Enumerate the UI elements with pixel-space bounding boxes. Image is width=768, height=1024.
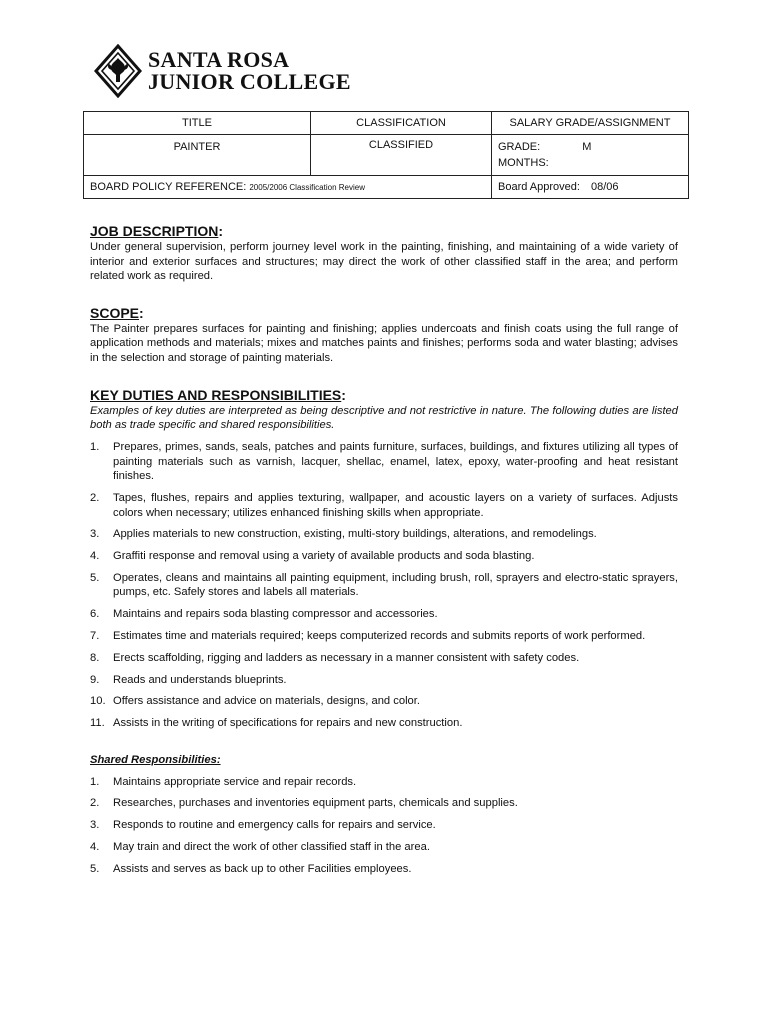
list-item-text: Maintains appropriate service and repair records. <box>113 775 357 788</box>
board-approved-value: 08/06 <box>591 181 619 193</box>
months-label: MONTHS: <box>498 157 549 169</box>
list-item-number: 3. <box>90 528 100 541</box>
list-item <box>90 694 678 709</box>
board-policy-label: BOARD POLICY REFERENCE: <box>90 181 247 193</box>
title-value: PAINTER <box>84 135 311 176</box>
list-item-number: 1. <box>90 440 100 453</box>
list-item-number: 2. <box>90 491 100 504</box>
shared-responsibilities-list <box>90 775 678 877</box>
list-item-number: 5. <box>90 862 100 875</box>
salary-header: SALARY GRADE/ASSIGNMENT <box>492 112 689 135</box>
college-seal-icon <box>94 44 142 98</box>
header-table <box>83 111 689 199</box>
grade-label: GRADE: <box>498 141 541 153</box>
list-item <box>90 491 678 520</box>
list-item-number: 2. <box>90 797 100 810</box>
job-description-section <box>90 222 678 284</box>
list-item-text: Offers assistance and advice on materials, designs, and color. <box>113 695 420 708</box>
scope-heading: SCOPE: <box>90 304 144 321</box>
list-item <box>90 527 678 542</box>
list-item <box>90 840 678 855</box>
classification-header: CLASSIFICATION <box>311 112 492 135</box>
list-item-number: 1. <box>90 775 100 788</box>
list-item <box>90 818 678 833</box>
list-item <box>90 651 678 666</box>
document-body <box>90 222 678 876</box>
logo-line-2: JUNIOR COLLEGE <box>148 69 351 94</box>
list-item-number: 4. <box>90 840 100 853</box>
list-item <box>90 629 678 644</box>
list-item-text: Applies materials to new construction, existing, multi-story buildings, alterations, and remodelings. <box>113 528 597 541</box>
list-item-number: 7. <box>90 630 100 642</box>
list-item <box>90 571 678 600</box>
board-policy-value: 2005/2006 Classification Review <box>249 183 365 192</box>
list-item <box>90 549 678 564</box>
list-item <box>90 716 678 731</box>
college-logo <box>94 44 351 98</box>
list-item-text: Graffiti response and removal using a variety of available products and soda blasting. <box>113 550 535 563</box>
list-item <box>90 607 678 622</box>
list-item <box>90 440 678 484</box>
list-item-text: Erects scaffolding, rigging and ladders as necessary in a manner consistent with safety codes. <box>113 651 580 664</box>
title-header: TITLE <box>84 112 311 135</box>
board-policy-cell <box>84 176 492 199</box>
logo-line-1: SANTA ROSA <box>148 47 290 72</box>
list-item-text: Researches, purchases and inventories equipment parts, chemicals and supplies. <box>113 797 518 810</box>
list-item-text: Tapes, flushes, repairs and applies texturing, wallpaper, and acoustic layers on a variety of surfaces. Adjusts colors when necessary; utilizes enhanced finishing skills when appropriate. <box>113 491 678 519</box>
list-item <box>90 862 678 877</box>
list-item-text: Estimates time and materials required; keeps computerized records and submits reports of work performed. <box>113 630 646 642</box>
board-approved-label: Board Approved: <box>498 181 580 193</box>
scope-text: The Painter prepares surfaces for painting and finishing; applies undercoats and finish coats using the full range of application methods and materials; mixes and matches paints and finishes; performs soda and water blasting; advises in the selection and storage of painting materials. <box>90 322 678 364</box>
key-duties-section <box>90 386 678 731</box>
job-description-text: Under general supervision, perform journey level work in the painting, finishing, and maintaining of a wide variety of interior and exterior surfaces and structures; may direct the work of other classified staff in the area; and perform related work as required. <box>90 241 678 283</box>
job-description-heading: JOB DESCRIPTION: <box>90 223 224 239</box>
board-approved-cell <box>492 176 689 199</box>
list-item-number: 9. <box>90 673 100 686</box>
list-item-text: May train and direct the work of other classified staff in the area. <box>113 840 430 853</box>
list-item <box>90 796 678 811</box>
list-item-number: 8. <box>90 651 100 664</box>
list-item-text: Assists in the writing of specifications for repairs and new construction. <box>113 717 463 730</box>
list-item-text: Maintains and repairs soda blasting compressor and accessories. <box>113 608 438 621</box>
list-item-text: Responds to routine and emergency calls for repairs and service. <box>113 819 436 832</box>
list-item <box>90 673 678 688</box>
list-item-number: 11. <box>90 717 105 730</box>
list-item-number: 6. <box>90 608 100 621</box>
list-item-number: 5. <box>90 571 100 584</box>
list-item <box>90 775 678 790</box>
shared-responsibilities-heading: Shared Responsibilities: <box>90 753 221 766</box>
key-duties-heading: KEY DUTIES AND RESPONSIBILITIES: <box>90 386 346 403</box>
classification-value: CLASSIFIED <box>311 135 492 176</box>
list-item-text: Reads and understands blueprints. <box>113 673 287 686</box>
grade-value: M <box>582 141 592 153</box>
list-item-number: 3. <box>90 819 100 832</box>
list-item-text: Operates, cleans and maintains all painting equipment, including brush, roll, sprayers and electro-static sprayers, pumps, etc. Safely stores and labels all materials. <box>113 571 678 599</box>
list-item-text: Prepares, primes, sands, seals, patches and paints furniture, surfaces, buildings, and fixtures utilizing all types of painting materials such as varnish, lacquer, shellac, enamel, latex, epoxy, water-proofing and heat resistant finishes. <box>113 440 678 483</box>
key-duties-list <box>90 440 678 731</box>
list-item-number: 4. <box>90 550 100 563</box>
salary-cell <box>492 135 689 176</box>
scope-section <box>90 304 678 366</box>
list-item-text: Assists and serves as back up to other Facilities employees. <box>113 862 412 875</box>
list-item-number: 10. <box>90 695 106 708</box>
key-duties-intro: Examples of key duties are interpreted as being descriptive and not restrictive in nature. The following duties are listed both as trade specific and shared responsibilities. <box>90 404 678 432</box>
